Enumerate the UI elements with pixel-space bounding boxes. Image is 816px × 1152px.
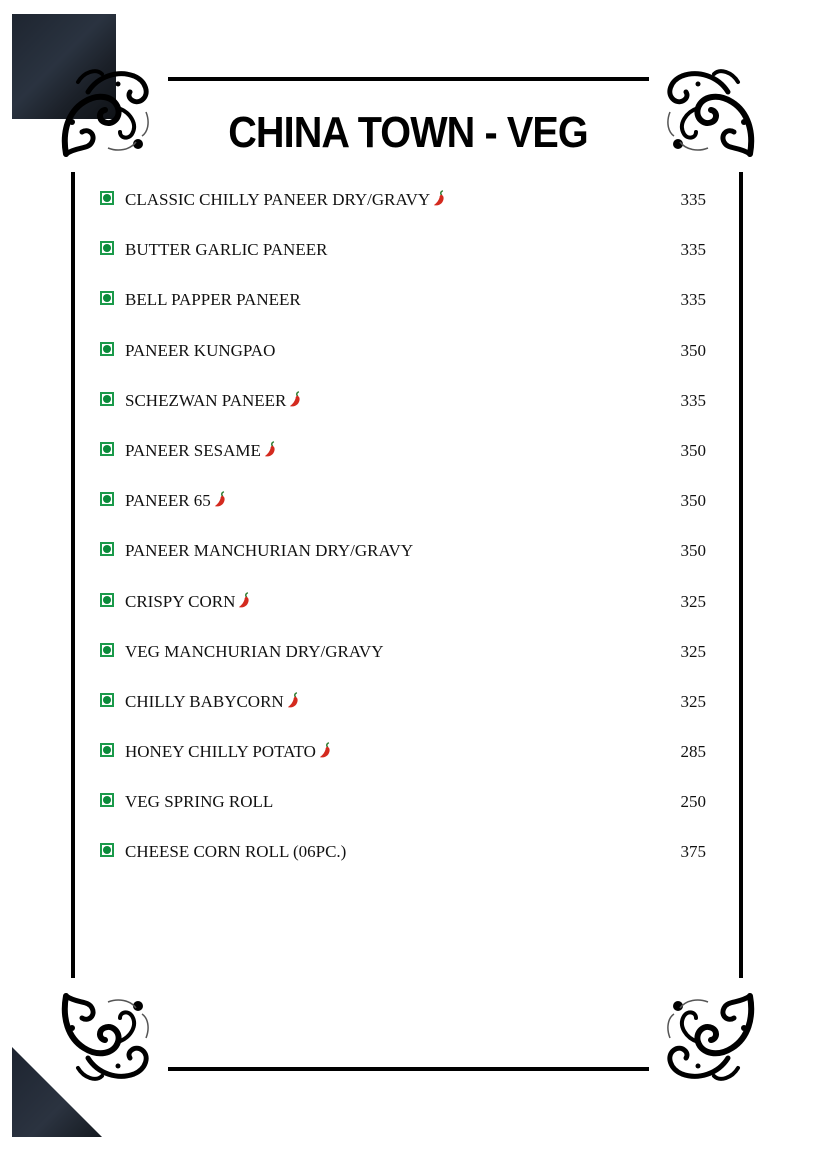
veg-indicator-icon bbox=[100, 241, 114, 255]
veg-indicator-icon bbox=[100, 542, 114, 556]
menu-item-price: 325 bbox=[680, 591, 706, 611]
menu-item-name bbox=[125, 238, 327, 262]
menu-item-price: 350 bbox=[680, 541, 706, 561]
menu-item bbox=[100, 188, 710, 238]
menu-list bbox=[100, 188, 710, 891]
scroll-ornament-icon bbox=[662, 992, 758, 1088]
menu-item-name bbox=[125, 590, 252, 614]
chili-pepper-icon bbox=[213, 491, 228, 508]
menu-item bbox=[100, 489, 710, 539]
menu-item-price: 375 bbox=[680, 842, 706, 862]
chili-pepper-icon bbox=[237, 592, 252, 609]
frame-border-top bbox=[168, 77, 649, 81]
menu-item-name-text: CHILLY BABYCORN bbox=[125, 691, 284, 711]
veg-indicator-icon bbox=[100, 492, 114, 506]
chili-pepper-icon bbox=[432, 190, 447, 207]
menu-item bbox=[100, 640, 710, 690]
menu-item-name bbox=[125, 690, 301, 714]
menu-item-name bbox=[125, 840, 346, 864]
veg-indicator-icon bbox=[100, 793, 114, 807]
menu-item-name-text: PANEER 65 bbox=[125, 491, 211, 511]
scroll-ornament-icon bbox=[58, 992, 154, 1088]
menu-item-name-text: PANEER KUNGPAO bbox=[125, 340, 276, 360]
menu-item-price: 335 bbox=[680, 240, 706, 260]
menu-item-name bbox=[125, 489, 228, 513]
frame-border-right bbox=[739, 172, 743, 978]
menu-item-name bbox=[125, 740, 333, 764]
menu-item-name-text: SCHEZWAN PANEER bbox=[125, 390, 287, 410]
menu-item bbox=[100, 539, 710, 589]
menu-item-name-text: BELL PAPPER PANEER bbox=[125, 290, 301, 310]
menu-item-name-text: VEG MANCHURIAN DRY/GRAVY bbox=[125, 641, 384, 661]
veg-indicator-icon bbox=[100, 693, 114, 707]
veg-indicator-icon bbox=[100, 743, 114, 757]
menu-item bbox=[100, 389, 710, 439]
menu-item-price: 350 bbox=[680, 340, 706, 360]
menu-item-name-text: HONEY CHILLY POTATO bbox=[125, 742, 316, 762]
menu-item bbox=[100, 740, 710, 790]
menu-item bbox=[100, 238, 710, 288]
menu-item-name bbox=[125, 640, 384, 664]
chili-pepper-icon bbox=[318, 742, 333, 759]
veg-indicator-icon bbox=[100, 191, 114, 205]
menu-item-name bbox=[125, 389, 303, 413]
menu-item-name bbox=[125, 790, 273, 814]
menu-item-name bbox=[125, 339, 275, 363]
page-title: CHINA TOWN - VEG bbox=[228, 108, 588, 157]
menu-item-price: 250 bbox=[680, 792, 706, 812]
veg-indicator-icon bbox=[100, 291, 114, 305]
menu-item-name-text: CRISPY CORN bbox=[125, 591, 236, 611]
menu-item-price: 350 bbox=[680, 491, 706, 511]
frame-border-left bbox=[71, 172, 75, 978]
menu-item-name-text: PANEER SESAME bbox=[125, 440, 261, 460]
menu-item bbox=[100, 288, 710, 338]
menu-item-name bbox=[125, 188, 447, 212]
menu-item bbox=[100, 439, 710, 489]
menu-item-name-text: BUTTER GARLIC PANEER bbox=[125, 240, 328, 260]
menu-item bbox=[100, 690, 710, 740]
chili-pepper-icon bbox=[263, 441, 278, 458]
menu-item-price: 285 bbox=[680, 742, 706, 762]
menu-item bbox=[100, 840, 710, 890]
menu-item-name bbox=[125, 288, 301, 312]
veg-indicator-icon bbox=[100, 392, 114, 406]
menu-item-name bbox=[125, 539, 413, 563]
menu-item bbox=[100, 590, 710, 640]
chili-pepper-icon bbox=[288, 391, 303, 408]
chili-pepper-icon bbox=[286, 692, 301, 709]
veg-indicator-icon bbox=[100, 593, 114, 607]
menu-item-price: 325 bbox=[680, 691, 706, 711]
menu-item-name-text: CLASSIC CHILLY PANEER DRY/GRAVY bbox=[125, 190, 431, 209]
menu-item-name-text: CHEESE CORN ROLL (06PC.) bbox=[125, 842, 347, 862]
menu-item-price: 350 bbox=[680, 440, 706, 460]
menu-item bbox=[100, 790, 710, 840]
menu-item-price: 335 bbox=[680, 190, 706, 209]
menu-item-name bbox=[125, 439, 278, 463]
menu-item-price: 335 bbox=[680, 290, 706, 310]
menu-item-name-text: PANEER MANCHURIAN DRY/GRAVY bbox=[125, 541, 414, 561]
frame-border-bottom bbox=[168, 1067, 649, 1071]
menu-item-name-text: VEG SPRING ROLL bbox=[125, 792, 274, 812]
veg-indicator-icon bbox=[100, 342, 114, 356]
menu-item-price: 325 bbox=[680, 641, 706, 661]
menu-item-price: 335 bbox=[680, 390, 706, 410]
veg-indicator-icon bbox=[100, 442, 114, 456]
veg-indicator-icon bbox=[100, 843, 114, 857]
veg-indicator-icon bbox=[100, 643, 114, 657]
menu-item bbox=[100, 339, 710, 389]
